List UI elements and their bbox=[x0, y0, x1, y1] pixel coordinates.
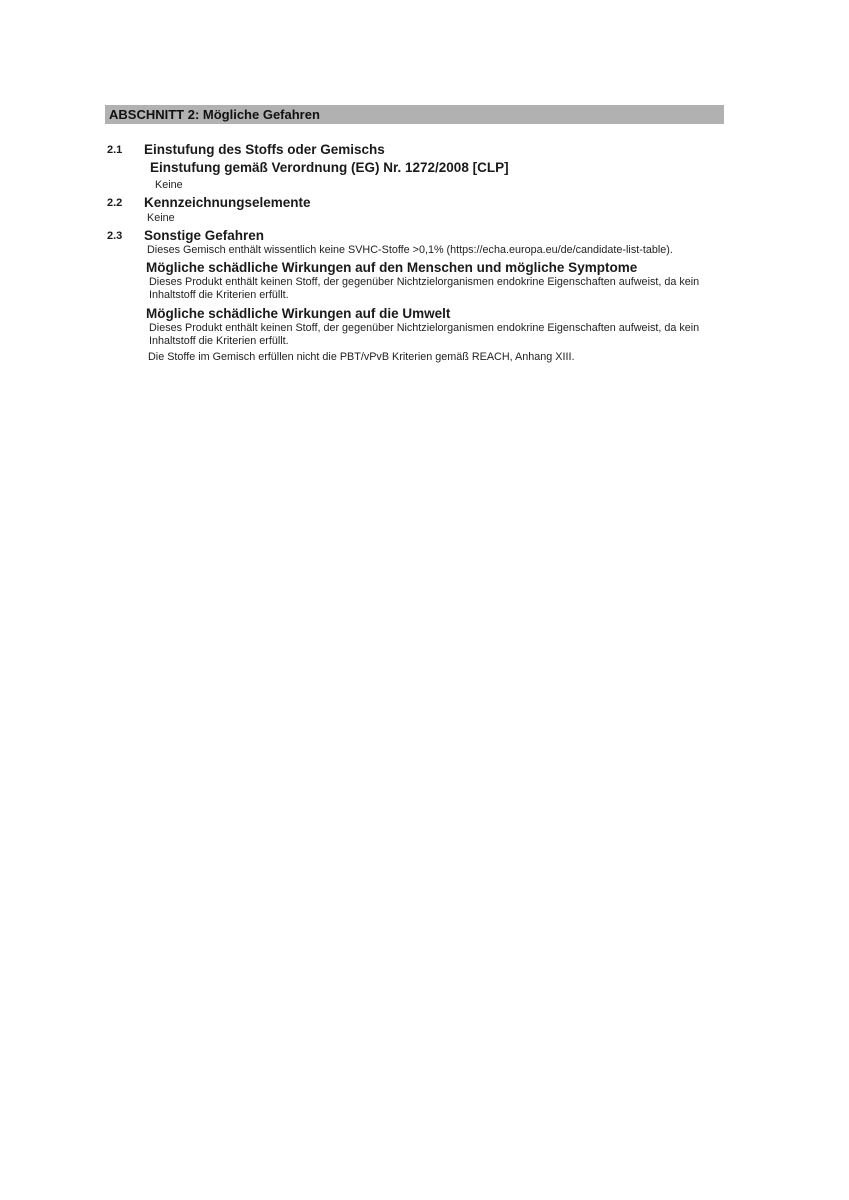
subsection-2-2-number: 2.2 bbox=[107, 197, 123, 209]
environment-effects-heading: Mögliche schädliche Wirkungen auf die Umwelt bbox=[146, 306, 451, 321]
subsection-2-2 bbox=[107, 194, 849, 225]
clp-classification-heading: Einstufung gemäß Verordnung (EG) Nr. 1272/2008 [CLP] bbox=[150, 160, 509, 175]
environment-effects-line-1: Dieses Produkt enthält keinen Stoff, der gegenüber Nichtzielorganismen endokrine Eigenschaften aufweist, da kein bbox=[149, 322, 700, 334]
clp-classification-value: Keine bbox=[155, 179, 183, 191]
subsection-2-3-body bbox=[144, 227, 699, 364]
human-effects-line-1: Dieses Produkt enthält keinen Stoff, der gegenüber Nichtzielorganismen endokrine Eigenschaften aufweist, da kein bbox=[149, 276, 700, 288]
subsection-2-1-title: Einstufung des Stoffs oder Gemischs bbox=[144, 142, 385, 157]
svhc-note: Dieses Gemisch enthält wissentlich keine SVHC-Stoffe >0,1% (https://echa.europa.eu/de/candidate-list-table). bbox=[147, 244, 673, 256]
pbt-vpvb-note: Die Stoffe im Gemisch erfüllen nicht die PBT/vPvB Kriterien gemäß REACH, Anhang XIII. bbox=[148, 351, 575, 363]
section-2-header-bar: ABSCHNITT 2: Mögliche Gefahren bbox=[105, 105, 724, 124]
subsection-2-2-body bbox=[144, 194, 311, 225]
subsection-2-3-title: Sonstige Gefahren bbox=[144, 228, 265, 243]
subsection-2-1 bbox=[107, 141, 849, 192]
subsection-2-1-number: 2.1 bbox=[107, 144, 123, 156]
subsection-2-3-number: 2.3 bbox=[107, 230, 123, 242]
environment-effects-line-2: Inhaltstoff die Kriterien erfüllt. bbox=[149, 335, 289, 347]
human-effects-line-2: Inhaltstoff die Kriterien erfüllt. bbox=[149, 289, 289, 301]
labelling-elements-value: Keine bbox=[147, 212, 175, 224]
subsection-2-1-body bbox=[144, 141, 509, 192]
subsection-2-3 bbox=[107, 227, 849, 364]
subsection-2-2-title: Kennzeichnungselemente bbox=[144, 195, 311, 210]
human-effects-heading: Mögliche schädliche Wirkungen auf den Menschen und mögliche Symptome bbox=[146, 260, 638, 275]
section-2-content bbox=[107, 141, 849, 364]
